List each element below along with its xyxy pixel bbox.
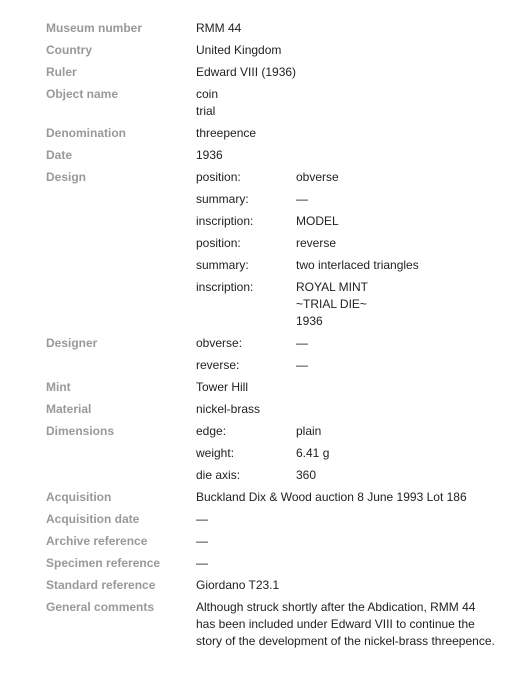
- field-label: Standard reference: [46, 578, 156, 592]
- field-label: Object name: [46, 87, 119, 101]
- designer-item: [196, 335, 520, 352]
- row-standard-reference: [0, 575, 520, 597]
- sub-value: MODEL: [296, 214, 339, 228]
- sub-key: summary:: [196, 192, 249, 206]
- field-label: Acquisition date: [46, 512, 140, 526]
- sub-key: obverse:: [196, 336, 243, 350]
- country-value: United Kingdom: [196, 43, 282, 57]
- field-label: General comments: [46, 600, 155, 614]
- sub-key: position:: [196, 236, 241, 250]
- design-item: [196, 169, 520, 186]
- field-label: Acquisition: [46, 490, 112, 504]
- sub-value: —: [296, 358, 308, 372]
- denomination-value: threepence: [196, 126, 257, 140]
- row-designer: [0, 333, 520, 377]
- acquisition-value: Buckland Dix & Wood auction 8 June 1993 Lot 186: [196, 490, 467, 504]
- design-item: [196, 257, 520, 274]
- design-item: [196, 213, 520, 230]
- sub-key: reverse:: [196, 358, 240, 372]
- sub-key: summary:: [196, 258, 249, 272]
- designer-value: [196, 335, 520, 374]
- standard-reference-value: Giordano T23.1: [196, 578, 280, 592]
- sub-value: —: [296, 336, 308, 350]
- row-object-name: [0, 84, 520, 123]
- object-name-line: coin: [196, 87, 219, 101]
- designer-item: [196, 357, 520, 374]
- design-item: [196, 235, 520, 252]
- date-value: 1936: [196, 148, 223, 162]
- comment-line: has been included under Edward VIII to continue the: [196, 617, 475, 631]
- row-mint: [0, 377, 520, 399]
- sub-value: obverse: [296, 170, 339, 184]
- design-item: [196, 191, 520, 208]
- field-label: Date: [46, 148, 73, 162]
- material-value: nickel-brass: [196, 402, 261, 416]
- sub-key: edge:: [196, 424, 227, 438]
- sub-key: die axis:: [196, 468, 241, 482]
- dimension-item: [196, 467, 520, 484]
- field-label: Dimensions: [46, 424, 115, 438]
- sub-value: [296, 279, 520, 330]
- field-label: Archive reference: [46, 534, 148, 548]
- field-label: Material: [46, 402, 92, 416]
- design-value: [196, 169, 520, 330]
- sub-key: inscription:: [196, 280, 254, 294]
- row-general-comments: [0, 597, 520, 653]
- specimen-reference-value: —: [196, 556, 208, 570]
- sub-value: two interlaced triangles: [296, 258, 419, 272]
- row-country: [0, 40, 520, 62]
- inscription-line: 1936: [296, 314, 323, 328]
- field-label: Ruler: [46, 65, 77, 79]
- object-name-line: trial: [196, 104, 216, 118]
- design-item: [196, 279, 520, 330]
- row-material: [0, 399, 520, 421]
- acquisition-date-value: —: [196, 512, 208, 526]
- inscription-line: ROYAL MINT: [296, 280, 369, 294]
- museum-number-value: RMM 44: [196, 21, 242, 35]
- sub-key: inscription:: [196, 214, 254, 228]
- dimension-item: [196, 445, 520, 462]
- row-archive-reference: [0, 531, 520, 553]
- dimension-item: [196, 423, 520, 440]
- field-label: Mint: [46, 380, 71, 394]
- object-name-value: [196, 86, 520, 120]
- sub-value: plain: [296, 424, 322, 438]
- sub-value: —: [296, 192, 308, 206]
- row-acquisition: [0, 487, 520, 509]
- field-label: Country: [46, 43, 92, 57]
- row-design: [0, 167, 520, 333]
- inscription-line: ~TRIAL DIE~: [296, 297, 367, 311]
- row-date: [0, 145, 520, 167]
- field-label: Designer: [46, 336, 98, 350]
- sub-value: 6.41 g: [296, 446, 330, 460]
- field-label: Specimen reference: [46, 556, 161, 570]
- comment-line: story of the development of the nickel-brass threepence.: [196, 634, 495, 648]
- row-specimen-reference: [0, 553, 520, 575]
- ruler-value: Edward VIII (1936): [196, 65, 297, 79]
- row-dimensions: [0, 421, 520, 487]
- mint-value: Tower Hill: [196, 380, 249, 394]
- row-ruler: [0, 62, 520, 84]
- sub-key: weight:: [196, 446, 235, 460]
- row-denomination: [0, 123, 520, 145]
- sub-key: position:: [196, 170, 241, 184]
- archive-reference-value: —: [196, 534, 208, 548]
- general-comments-value: [196, 599, 520, 650]
- comment-line: Although struck shortly after the Abdication, RMM 44: [196, 600, 476, 614]
- sub-value: reverse: [296, 236, 337, 250]
- row-acquisition-date: [0, 509, 520, 531]
- dimensions-value: [196, 423, 520, 484]
- object-record: [0, 18, 520, 653]
- field-label: Denomination: [46, 126, 126, 140]
- field-label: Design: [46, 170, 87, 184]
- field-label: Museum number: [46, 21, 143, 35]
- sub-value: 360: [296, 468, 317, 482]
- row-museum-number: [0, 18, 520, 40]
